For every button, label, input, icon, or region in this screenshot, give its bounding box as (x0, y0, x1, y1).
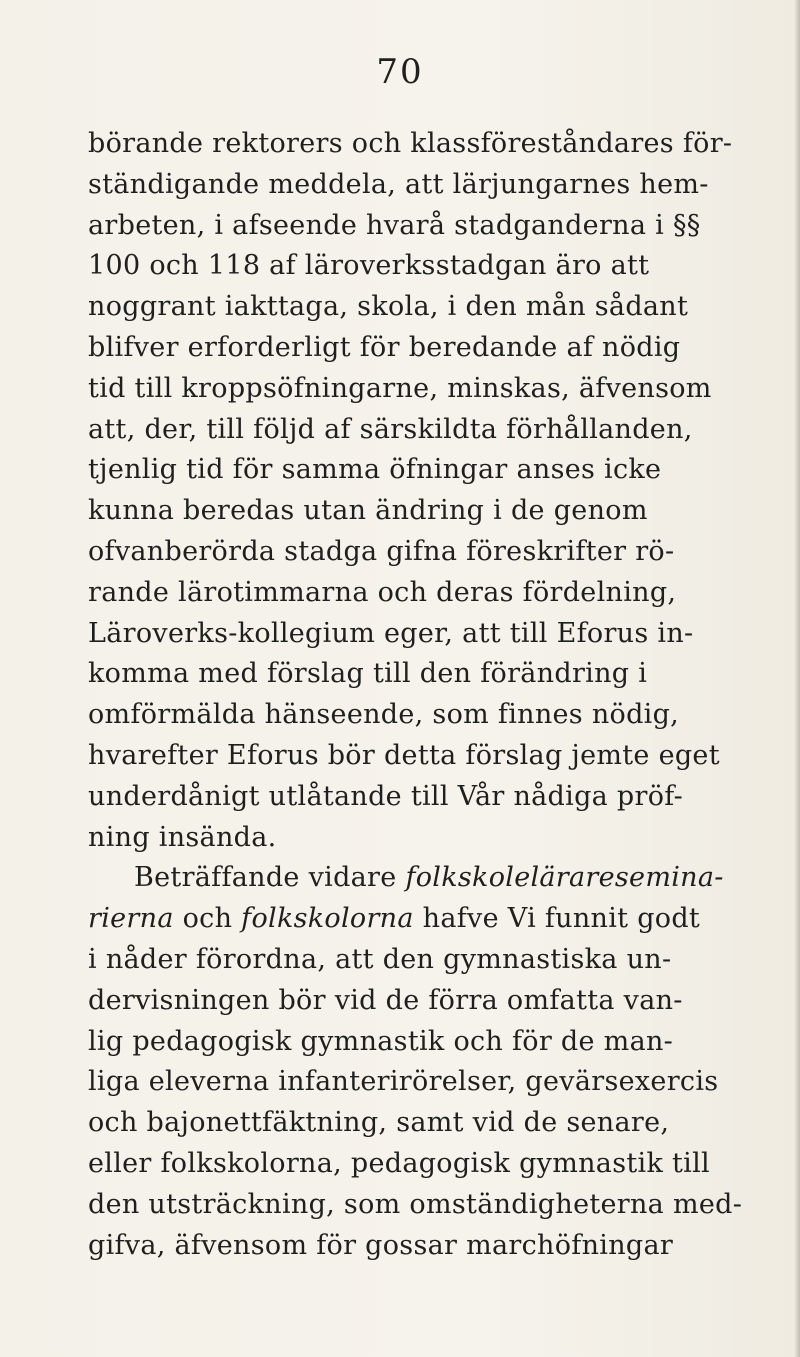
text-line: rierna och folkskolorna hafve Vi funnit godt (88, 903, 701, 935)
text-line: gifva, äfvensom för gossar marchöfningar (88, 1229, 674, 1261)
italic-term: folkskolelärareseminа- (405, 862, 724, 894)
text-line: ständigande meddela, att lärjungarnes hem- (88, 168, 709, 200)
body-text (88, 124, 788, 1266)
text-line: tjenlig tid för samma öfningar anses icke (88, 454, 662, 486)
text-line: arbeten, i afseende hvarå stadganderna i §§ (88, 209, 701, 241)
text-line: komma med förslag till den förändring i (88, 658, 648, 690)
text-line: rande lärotimmarna och deras fördelning, (88, 576, 677, 608)
text-line: lig pedagogisk gymnastik och för de man- (88, 1025, 674, 1057)
text-line: Läroverks-kollegium eger, att till Eforus in- (88, 617, 694, 649)
text-line: ning insända. (88, 821, 277, 853)
text-line: börande rektorers och klassföreståndares för- (88, 128, 733, 159)
text-line: ofvanberörda stadga gifna föreskrifter rö- (88, 535, 675, 567)
text-line: att, der, till följd af särskildta förhållanden, (88, 413, 693, 445)
text-line: liga eleverna infanterirörelser, gevärsexercis (88, 1066, 719, 1098)
text-line: dervisningen bör vid de förra omfatta van- (88, 984, 683, 1016)
text-line: blifver erforderligt för beredande af nödig (88, 331, 681, 363)
text-line: hvarefter Eforus bör detta förslag jemte eget (88, 739, 720, 771)
text-line: och bajonettfäktning, samt vid de senare, (88, 1107, 670, 1139)
italic-term: rierna (88, 903, 174, 935)
text-line: den utsträckning, som omständigheterna med- (88, 1188, 743, 1220)
text-line: underdånigt utlåtande till Vår nådiga pröf- (88, 780, 684, 812)
text-line: 100 och 118 af läroverksstadgan äro att (88, 250, 650, 282)
text-line: noggrant iakttaga, skola, i den mån sådant (88, 291, 689, 323)
italic-term: folkskolorna (241, 903, 414, 935)
text-line: eller folkskolorna, pedagogisk gymnastik till (88, 1147, 710, 1179)
text-line: i nåder förordna, att den gymnastiska un- (88, 943, 672, 975)
text-line: kunna beredas utan ändring i de genom (88, 495, 648, 527)
page-edge-shadow (794, 0, 800, 1357)
text-line: omförmälda hänseende, som finnes nödig, (88, 699, 680, 731)
text-line: tid till kroppsöfningarne, minskas, äfvensom (88, 372, 712, 404)
paragraph-start-line: Beträffande vidare folkskolelärareseminа- (134, 862, 724, 894)
page-number: 70 (376, 52, 424, 92)
